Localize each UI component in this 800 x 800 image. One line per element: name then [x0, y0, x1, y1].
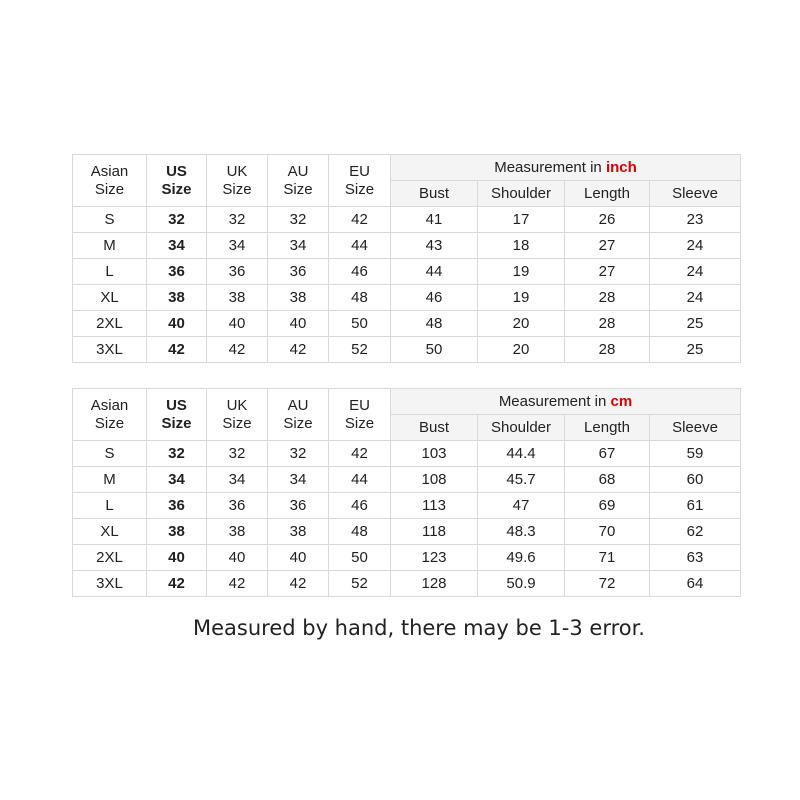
- us-size-cell: 36: [147, 259, 207, 285]
- shoulder-header: Shoulder: [478, 415, 565, 441]
- uk-size-cell: 38: [207, 285, 268, 311]
- uk-size-cell: 38: [207, 519, 268, 545]
- uk-size-cell: 32: [207, 441, 268, 467]
- eu-size-cell: 52: [329, 337, 391, 363]
- eu-size-cell: 46: [329, 259, 391, 285]
- measurement-header: Measurement in inch: [391, 155, 741, 181]
- table-row: [73, 571, 741, 597]
- eu-size-header: EU Size: [329, 389, 391, 441]
- us-size-cell: 40: [147, 545, 207, 571]
- asian-size-cell: L: [73, 493, 147, 519]
- bust-header: Bust: [391, 415, 478, 441]
- length-cell: 28: [565, 285, 650, 311]
- au-size-cell: 38: [268, 285, 329, 311]
- length-cell: 27: [565, 233, 650, 259]
- length-cell: 69: [565, 493, 650, 519]
- bust-cell: 50: [391, 337, 478, 363]
- eu-size-cell: 48: [329, 519, 391, 545]
- uk-size-cell: 32: [207, 207, 268, 233]
- measurement-note: Measured by hand, there may be 1-3 error.: [192, 616, 645, 640]
- sleeve-cell: 61: [650, 493, 741, 519]
- sleeve-cell: 23: [650, 207, 741, 233]
- table-row: [73, 493, 741, 519]
- us-size-cell: 32: [147, 441, 207, 467]
- us-size-cell: 40: [147, 311, 207, 337]
- length-cell: 67: [565, 441, 650, 467]
- bust-cell: 48: [391, 311, 478, 337]
- au-size-cell: 40: [268, 545, 329, 571]
- table-row: [73, 337, 741, 363]
- au-size-cell: 32: [268, 441, 329, 467]
- us-size-cell: 34: [147, 467, 207, 493]
- eu-size-cell: 42: [329, 207, 391, 233]
- us-size-cell: 36: [147, 493, 207, 519]
- unit-label: inch: [605, 158, 637, 176]
- asian-size-cell: 3XL: [73, 337, 147, 363]
- us-size-cell: 38: [147, 285, 207, 311]
- table-row: [73, 519, 741, 545]
- length-cell: 28: [565, 311, 650, 337]
- sleeve-cell: 60: [650, 467, 741, 493]
- sleeve-cell: 24: [650, 233, 741, 259]
- length-cell: 72: [565, 571, 650, 597]
- shoulder-cell: 19: [478, 285, 565, 311]
- eu-size-cell: 44: [329, 467, 391, 493]
- sleeve-cell: 64: [650, 571, 741, 597]
- shoulder-cell: 49.6: [478, 545, 565, 571]
- au-size-cell: 34: [268, 233, 329, 259]
- au-size-header: AU Size: [268, 389, 329, 441]
- uk-size-cell: 36: [207, 259, 268, 285]
- asian-size-header: Asian Size: [73, 389, 147, 441]
- length-cell: 28: [565, 337, 650, 363]
- table-row: [73, 207, 741, 233]
- asian-size-cell: 2XL: [73, 545, 147, 571]
- uk-size-cell: 36: [207, 493, 268, 519]
- shoulder-cell: 20: [478, 337, 565, 363]
- sleeve-cell: 24: [650, 259, 741, 285]
- eu-size-cell: 50: [329, 545, 391, 571]
- au-size-header: AU Size: [268, 155, 329, 207]
- us-size-cell: 42: [147, 571, 207, 597]
- eu-size-cell: 50: [329, 311, 391, 337]
- shoulder-cell: 48.3: [478, 519, 565, 545]
- eu-size-cell: 52: [329, 571, 391, 597]
- length-cell: 27: [565, 259, 650, 285]
- sleeve-cell: 59: [650, 441, 741, 467]
- table-row: [73, 545, 741, 571]
- eu-size-cell: 42: [329, 441, 391, 467]
- asian-size-cell: S: [73, 207, 147, 233]
- bust-cell: 43: [391, 233, 478, 259]
- au-size-cell: 32: [268, 207, 329, 233]
- asian-size-cell: M: [73, 467, 147, 493]
- uk-size-cell: 34: [207, 467, 268, 493]
- bust-cell: 44: [391, 259, 478, 285]
- uk-size-cell: 34: [207, 233, 268, 259]
- sleeve-cell: 25: [650, 311, 741, 337]
- au-size-cell: 40: [268, 311, 329, 337]
- shoulder-cell: 50.9: [478, 571, 565, 597]
- us-size-cell: 38: [147, 519, 207, 545]
- au-size-cell: 42: [268, 571, 329, 597]
- bust-cell: 41: [391, 207, 478, 233]
- bust-cell: 108: [391, 467, 478, 493]
- bust-cell: 123: [391, 545, 478, 571]
- us-size-cell: 34: [147, 233, 207, 259]
- table-row: [73, 467, 741, 493]
- length-cell: 26: [565, 207, 650, 233]
- asian-size-cell: M: [73, 233, 147, 259]
- au-size-cell: 34: [268, 467, 329, 493]
- shoulder-cell: 45.7: [478, 467, 565, 493]
- bust-cell: 128: [391, 571, 478, 597]
- us-size-cell: 42: [147, 337, 207, 363]
- uk-size-header: UK Size: [207, 155, 268, 207]
- uk-size-cell: 42: [207, 571, 268, 597]
- asian-size-cell: 2XL: [73, 311, 147, 337]
- bust-cell: 46: [391, 285, 478, 311]
- asian-size-cell: S: [73, 441, 147, 467]
- bust-cell: 113: [391, 493, 478, 519]
- us-size-cell: 32: [147, 207, 207, 233]
- asian-size-cell: 3XL: [73, 571, 147, 597]
- sleeve-header: Sleeve: [650, 415, 741, 441]
- eu-size-cell: 46: [329, 493, 391, 519]
- shoulder-cell: 47: [478, 493, 565, 519]
- asian-size-cell: XL: [73, 519, 147, 545]
- length-cell: 70: [565, 519, 650, 545]
- uk-size-cell: 40: [207, 545, 268, 571]
- table-row: [73, 233, 741, 259]
- bust-cell: 103: [391, 441, 478, 467]
- sleeve-cell: 62: [650, 519, 741, 545]
- length-header: Length: [565, 415, 650, 441]
- shoulder-cell: 44.4: [478, 441, 565, 467]
- sleeve-header: Sleeve: [650, 181, 741, 207]
- us-size-header: US Size: [147, 155, 207, 207]
- au-size-cell: 36: [268, 259, 329, 285]
- length-cell: 68: [565, 467, 650, 493]
- uk-size-cell: 40: [207, 311, 268, 337]
- asian-size-cell: L: [73, 259, 147, 285]
- length-cell: 71: [565, 545, 650, 571]
- shoulder-cell: 18: [478, 233, 565, 259]
- uk-size-cell: 42: [207, 337, 268, 363]
- table-row: [73, 285, 741, 311]
- table-row: [73, 311, 741, 337]
- uk-size-header: UK Size: [207, 389, 268, 441]
- shoulder-cell: 20: [478, 311, 565, 337]
- length-header: Length: [565, 181, 650, 207]
- size-table-inch: [72, 154, 741, 363]
- table-row: [73, 441, 741, 467]
- sleeve-cell: 25: [650, 337, 741, 363]
- au-size-cell: 38: [268, 519, 329, 545]
- shoulder-cell: 17: [478, 207, 565, 233]
- eu-size-header: EU Size: [329, 155, 391, 207]
- asian-size-cell: XL: [73, 285, 147, 311]
- size-table-cm: [72, 388, 741, 597]
- unit-label: cm: [610, 392, 633, 410]
- bust-cell: 118: [391, 519, 478, 545]
- asian-size-header: Asian Size: [73, 155, 147, 207]
- sleeve-cell: 63: [650, 545, 741, 571]
- eu-size-cell: 48: [329, 285, 391, 311]
- eu-size-cell: 44: [329, 233, 391, 259]
- us-size-header: US Size: [147, 389, 207, 441]
- measurement-header: Measurement in cm: [391, 389, 741, 415]
- shoulder-cell: 19: [478, 259, 565, 285]
- shoulder-header: Shoulder: [478, 181, 565, 207]
- bust-header: Bust: [391, 181, 478, 207]
- au-size-cell: 36: [268, 493, 329, 519]
- table-row: [73, 259, 741, 285]
- sleeve-cell: 24: [650, 285, 741, 311]
- au-size-cell: 42: [268, 337, 329, 363]
